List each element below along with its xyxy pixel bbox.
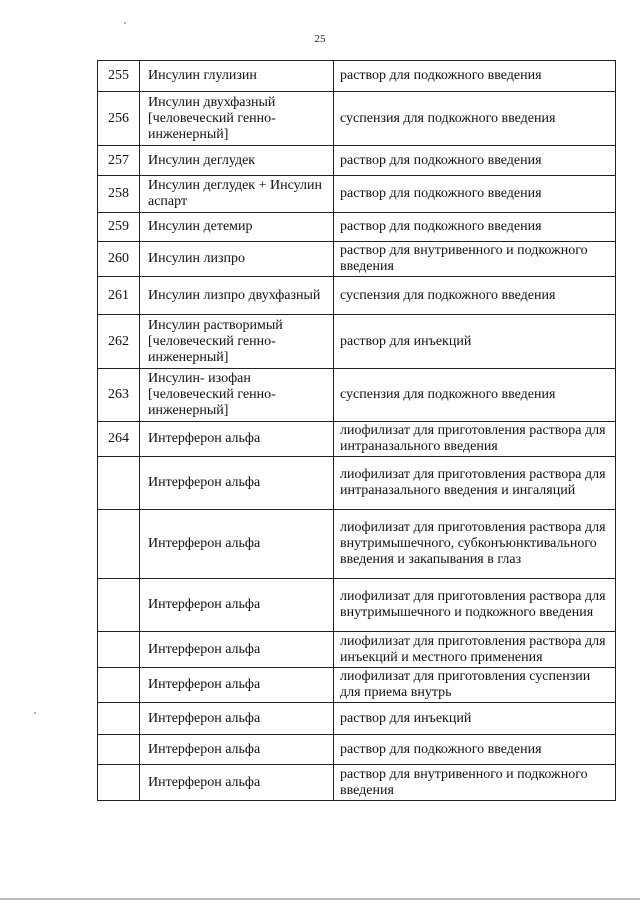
dosage-form: лиофилизат для приготовления раствора для интраназального введения и ингаляций — [334, 457, 616, 510]
drug-name: Инсулин лизпро — [140, 242, 334, 277]
table-row — [98, 369, 616, 422]
dosage-form: раствор для внутривенного и подкожного введения — [334, 242, 616, 277]
drug-name: Интерферон альфа — [140, 579, 334, 632]
medication-table — [97, 60, 616, 801]
dosage-form: раствор для подкожного введения — [334, 61, 616, 92]
table-row — [98, 176, 616, 213]
dosage-form: раствор для подкожного введения — [334, 213, 616, 242]
table-row — [98, 735, 616, 765]
drug-name: Инсулин лизпро двухфазный — [140, 277, 334, 315]
row-number: 262 — [98, 315, 140, 369]
drug-name: Интерферон альфа — [140, 765, 334, 801]
row-number: 261 — [98, 277, 140, 315]
drug-name: Инсулин двухфазный [человеческий генно-инженерный] — [140, 92, 334, 146]
table-row — [98, 242, 616, 277]
drug-name: Инсулин- изофан [человеческий генно-инженерный] — [140, 369, 334, 422]
scan-speck — [34, 712, 36, 714]
row-number: 259 — [98, 213, 140, 242]
dosage-form: суспензия для подкожного введения — [334, 277, 616, 315]
dosage-form: раствор для подкожного введения — [334, 735, 616, 765]
table-row — [98, 315, 616, 369]
row-number — [98, 579, 140, 632]
table-row — [98, 213, 616, 242]
table-row — [98, 510, 616, 579]
table-row — [98, 765, 616, 801]
dosage-form: лиофилизат для приготовления раствора для интраназального введения — [334, 422, 616, 457]
row-number — [98, 735, 140, 765]
drug-name: Интерферон альфа — [140, 668, 334, 703]
table-row — [98, 457, 616, 510]
table-row — [98, 632, 616, 668]
table-row — [98, 61, 616, 92]
table-row — [98, 146, 616, 176]
table-row — [98, 579, 616, 632]
row-number: 255 — [98, 61, 140, 92]
drug-name: Инсулин детемир — [140, 213, 334, 242]
row-number: 263 — [98, 369, 140, 422]
dosage-form: лиофилизат для приготовления суспензии для приема внутрь — [334, 668, 616, 703]
drug-name: Интерферон альфа — [140, 632, 334, 668]
table-row — [98, 703, 616, 735]
drug-name: Инсулин глулизин — [140, 61, 334, 92]
dosage-form: раствор для подкожного введения — [334, 146, 616, 176]
row-number — [98, 510, 140, 579]
row-number — [98, 457, 140, 510]
table-row — [98, 277, 616, 315]
drug-name: Интерферон альфа — [140, 510, 334, 579]
dosage-form: суспензия для подкожного введения — [334, 92, 616, 146]
row-number — [98, 703, 140, 735]
drug-name: Интерферон альфа — [140, 703, 334, 735]
row-number: 257 — [98, 146, 140, 176]
drug-name: Инсулин деглудек — [140, 146, 334, 176]
drug-name: Интерферон альфа — [140, 457, 334, 510]
row-number: 260 — [98, 242, 140, 277]
dosage-form: раствор для инъекций — [334, 703, 616, 735]
scan-speck — [124, 22, 126, 24]
dosage-form: лиофилизат для приготовления раствора для инъекций и местного применения — [334, 632, 616, 668]
dosage-form: суспензия для подкожного введения — [334, 369, 616, 422]
drug-name: Инсулин деглудек + Инсулин аспарт — [140, 176, 334, 213]
row-number: 264 — [98, 422, 140, 457]
table-row — [98, 422, 616, 457]
dosage-form: лиофилизат для приготовления раствора для внутримышечного и подкожного введения — [334, 579, 616, 632]
page-number: 25 — [314, 33, 326, 45]
row-number — [98, 668, 140, 703]
drug-name: Интерферон альфа — [140, 422, 334, 457]
table-row — [98, 668, 616, 703]
dosage-form: раствор для подкожного введения — [334, 176, 616, 213]
row-number — [98, 632, 140, 668]
drug-name: Инсулин растворимый [человеческий генно-инженерный] — [140, 315, 334, 369]
dosage-form: раствор для внутривенного и подкожного введения — [334, 765, 616, 801]
dosage-form: раствор для инъекций — [334, 315, 616, 369]
drug-name: Интерферон альфа — [140, 735, 334, 765]
row-number: 258 — [98, 176, 140, 213]
row-number — [98, 765, 140, 801]
dosage-form: лиофилизат для приготовления раствора для внутримышечного, субконъюнктивального введения и закапывания в глаз — [334, 510, 616, 579]
row-number: 256 — [98, 92, 140, 146]
bottom-scan-edge — [0, 898, 640, 900]
table-row — [98, 92, 616, 146]
